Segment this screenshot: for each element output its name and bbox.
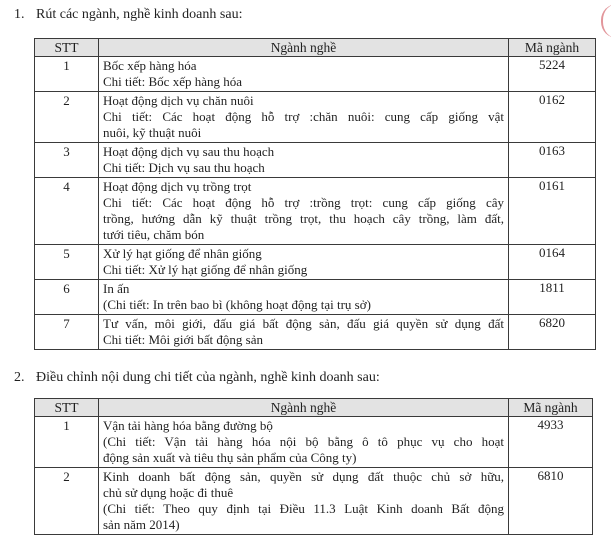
row-line: Chi tiết: Dịch vụ sau thu hoạch [103, 160, 265, 175]
row-code: 1811 [509, 280, 596, 315]
row-stt: 2 [35, 92, 99, 143]
table-row [35, 57, 596, 92]
row-line: Vận tải hàng hóa bằng đường bộ [103, 418, 273, 433]
row-name [99, 280, 509, 315]
table-row [35, 280, 596, 315]
row-code: 0163 [509, 143, 596, 178]
row-name [99, 143, 509, 178]
row-line: Hoạt động dịch vụ trồng trọt [103, 179, 252, 194]
row-line: (Chi tiết: In trên bao bì (không hoạt động tại trụ sở) [103, 297, 371, 312]
table-header-row [35, 39, 596, 57]
row-line: nuôi, kỹ thuật nuôi [103, 125, 202, 140]
row-stt: 6 [35, 280, 99, 315]
red-stamp-edge [601, 4, 611, 38]
row-line: Hoạt động dịch vụ chăn nuôi [103, 93, 254, 108]
table-row [35, 468, 593, 535]
row-code: 0164 [509, 245, 596, 280]
row-name [99, 57, 509, 92]
row-code: 6810 [509, 468, 593, 535]
row-stt: 1 [35, 57, 99, 92]
row-name [99, 92, 509, 143]
section-2-heading [14, 369, 380, 387]
table-row [35, 178, 596, 245]
header-code: Mã ngành [509, 399, 593, 417]
row-stt: 1 [35, 417, 99, 468]
row-line: Chi tiết: Môi giới bất động sản [103, 332, 263, 347]
section-1-title: Rút các ngành, nghề kinh doanh sau: [36, 7, 243, 22]
row-name [99, 417, 509, 468]
row-line: Bốc xếp hàng hóa [103, 58, 197, 73]
row-name [99, 468, 509, 535]
row-stt: 7 [35, 315, 99, 350]
row-line: (Chi tiết: Vận tải hàng hóa nội bộ bằng ô tô phục vụ cho hoạt [103, 434, 504, 449]
row-line: (Chi tiết: Theo quy định tại Điều 11.3 Luật Kinh doanh Bất động [103, 501, 504, 516]
row-name [99, 245, 509, 280]
row-stt: 5 [35, 245, 99, 280]
row-line: Chi tiết: Bốc xếp hàng hóa [103, 74, 243, 89]
header-code: Mã ngành [509, 39, 596, 57]
row-code: 0161 [509, 178, 596, 245]
row-line: sản năm 2014) [103, 517, 180, 532]
row-code: 0162 [509, 92, 596, 143]
row-line: Kinh doanh bất động sản, quyền sử dụng đất thuộc chủ sở hữu, [103, 469, 504, 484]
row-code: 5224 [509, 57, 596, 92]
row-line: Chi tiết: Các hoạt động hỗ trợ :chăn nuôi: cung cấp giống vật [103, 109, 504, 124]
withdrawn-business-lines-table [34, 38, 596, 350]
table-row [35, 315, 596, 350]
table-row [35, 417, 593, 468]
row-name [99, 178, 509, 245]
header-name: Ngành nghề [99, 39, 509, 57]
section-2-number: 2. [14, 370, 25, 385]
section-1-heading [14, 6, 242, 24]
row-line: Xử lý hạt giống để nhân giống [103, 246, 262, 261]
table-header-row [35, 399, 593, 417]
row-line: chủ sử dụng hoặc đi thuê [103, 485, 234, 500]
header-stt: STT [35, 399, 99, 417]
table-row [35, 92, 596, 143]
row-line: Hoạt động dịch vụ sau thu hoạch [103, 144, 275, 159]
row-line: Tư vấn, môi giới, đấu giá bất động sản, đấu giá quyền sử dụng đất [103, 316, 504, 331]
row-stt: 3 [35, 143, 99, 178]
row-line: động sản xuất và tiêu thụ sản phẩm của Công ty) [103, 450, 357, 465]
header-stt: STT [35, 39, 99, 57]
row-line: trồng, hướng dẫn kỹ thuật trồng trọt, thu hoạch cây trồng, làm đất, [103, 211, 504, 226]
row-line: In ấn [103, 281, 130, 296]
row-code: 6820 [509, 315, 596, 350]
adjusted-business-lines-table [34, 398, 593, 535]
section-2-title: Điều chỉnh nội dung chi tiết của ngành, nghề kinh doanh sau: [36, 370, 380, 385]
table-row [35, 143, 596, 178]
row-code: 4933 [509, 417, 593, 468]
row-line: Chi tiết: Các hoạt động hỗ trợ :trồng trọt: cung cấp giống cây [103, 195, 504, 210]
header-name: Ngành nghề [99, 399, 509, 417]
row-line: Chi tiết: Xử lý hạt giống để nhân giống [103, 262, 308, 277]
table-row [35, 245, 596, 280]
section-1-number: 1. [14, 7, 25, 22]
row-name [99, 315, 509, 350]
row-line: tưới tiêu, chăm bón [103, 227, 205, 242]
row-stt: 4 [35, 178, 99, 245]
row-stt: 2 [35, 468, 99, 535]
